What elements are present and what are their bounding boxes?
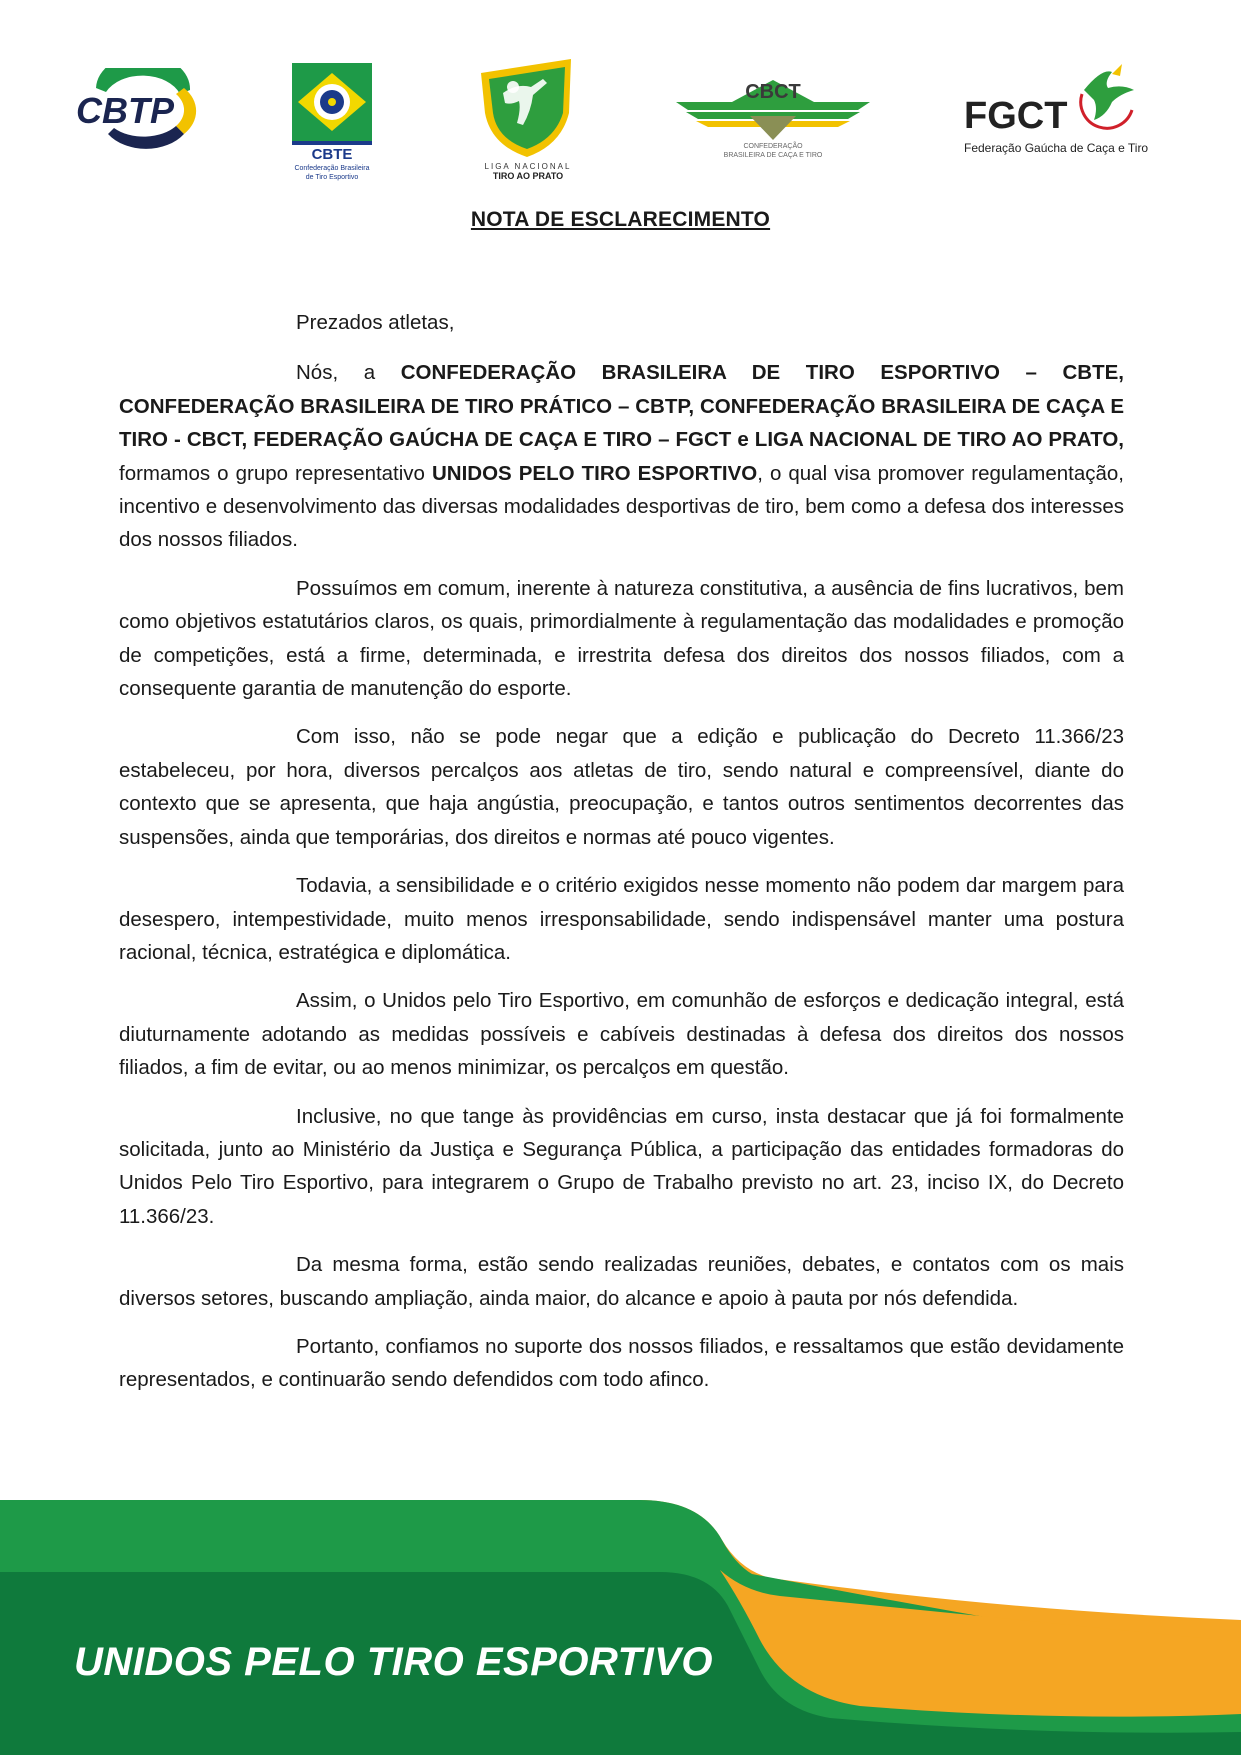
document-body [119,306,1124,1412]
svg-text:Federação Gaúcha de Caça e Tir: Federação Gaúcha de Caça e Tiro [964,141,1149,155]
cbtp-logo [72,68,212,150]
paragraph-4: Todavia, a sensibilidade e o critério exigidos nesse momento não podem dar margem para desespero, intempestividade, muito menos irresponsabilidade, sendo indispensável manter uma postura racional, técnica, estratégica e diplomática. [119,874,1124,964]
p1-entities-list: CONFEDERAÇÃO BRASILEIRA DE TIRO ESPORTIVO – CBTE, CONFEDERAÇÃO BRASILEIRA DE TIRO PRÁTICO – CBTP, CONFEDERAÇÃO BRASILEIRA DE CAÇA E TIRO - CBCT, FEDERAÇÃO GAÚCHA DE CAÇA E TIRO – FGCT e LIGA NACIONAL DE TIRO AO PRATO, [119,361,1124,452]
paragraph-3: Com isso, não se pode negar que a edição e publicação do Decreto 11.366/23 estabeleceu, por hora, diversos percalços aos atletas de tiro, sendo natural e compreensível, diante do contexto que se apresenta, que haja angústia, preocupação, e tantos outros sentimentos decorrentes das suspensões, ainda que temporárias, dos direitos e normas até pouco vigentes. [119,725,1124,849]
liga-tiro-ao-prato-logo [473,53,583,181]
svg-text:BRASILEIRA DE CAÇA E TIRO: BRASILEIRA DE CAÇA E TIRO [723,152,823,159]
footer-banner [0,1500,1241,1755]
p1-text-2: formamos o grupo representativo [119,461,432,485]
svg-text:LIGA NACIONAL: LIGA NACIONAL [484,162,572,171]
svg-text:FGCT: FGCT [964,95,1068,137]
paragraph-2: Possuímos em comum, inerente à natureza constitutiva, a ausência de fins lucrativos, bem como objetivos estatutários claros, os quais, primordialmente à regulamentação das modalidades e promoção de competições, está a firme, determinada, e irrestrita defesa dos direitos dos nossos filiados, com a consequente garantia de manutenção do esporte. [119,576,1124,701]
svg-text:CONFEDERAÇÃO: CONFEDERAÇÃO [743,143,803,150]
cbct-logo [672,72,874,162]
svg-text:CBTE: CBTE [311,146,353,163]
p1-text-1: Nós, a [296,361,401,385]
svg-text:de Tiro Esportivo: de Tiro Esportivo [305,174,359,181]
svg-text:CBCT: CBCT [745,81,801,103]
paragraph-8: Portanto, confiamos no suporte dos nossos filiados, e ressaltamos que estão devidamente representados, e continuarão sendo defendidos com todo afinco. [119,1334,1124,1392]
logo-row [0,40,1241,190]
svg-text:Confederação Brasileira: Confederação Brasileira [294,165,370,172]
paragraph-7: Da mesma forma, estão sendo realizadas reuniões, debates, e contatos com os mais diversos setores, buscando ampliação, ainda maior, do alcance e apoio à pauta por nós defendida. [119,1253,1124,1310]
p1-group-name: UNIDOS PELO TIRO ESPORTIVO [432,461,758,485]
p1-text-3: , o qual visa promover regulamentação, incentivo e desenvolvimento das diversas modalidades desportivas de tiro, bem como a defesa dos interesses dos nossos filiados. [119,461,1124,552]
paragraph-6: Inclusive, no que tange às providências em curso, insta destacar que já foi formalmente solicitada, junto ao Ministério da Justiça e Segurança Pública, a participação das entidades formadoras do Unidos Pelo Tiro Esportivo, para integrarem o Grupo de Trabalho previsto no art. 23, inciso IX, do Decreto 11.366/23. [119,1104,1124,1228]
paragraph-1 [119,356,1124,556]
footer-wave-graphic [0,1500,1241,1755]
footer-slogan: UNIDOS PELO TIRO ESPORTIVO [74,1640,714,1684]
document-title: NOTA DE ESCLARECIMENTO [470,208,771,231]
svg-text:TIRO AO PRATO: TIRO AO PRATO [492,171,564,181]
fgct-logo [962,60,1158,155]
paragraph-5: Assim, o Unidos pelo Tiro Esportivo, em comunhão de esforços e dedicação integral, está diuturnamente adotando as medidas possíveis e cabíveis destinadas à defesa dos direitos dos nossos filiados, a fim de evitar, ou ao menos minimizar, os percalços em questão. [119,989,1124,1080]
cbte-logo [290,61,376,183]
svg-text:CBTP: CBTP [76,90,174,131]
greeting: Prezados atletas, [296,311,455,334]
